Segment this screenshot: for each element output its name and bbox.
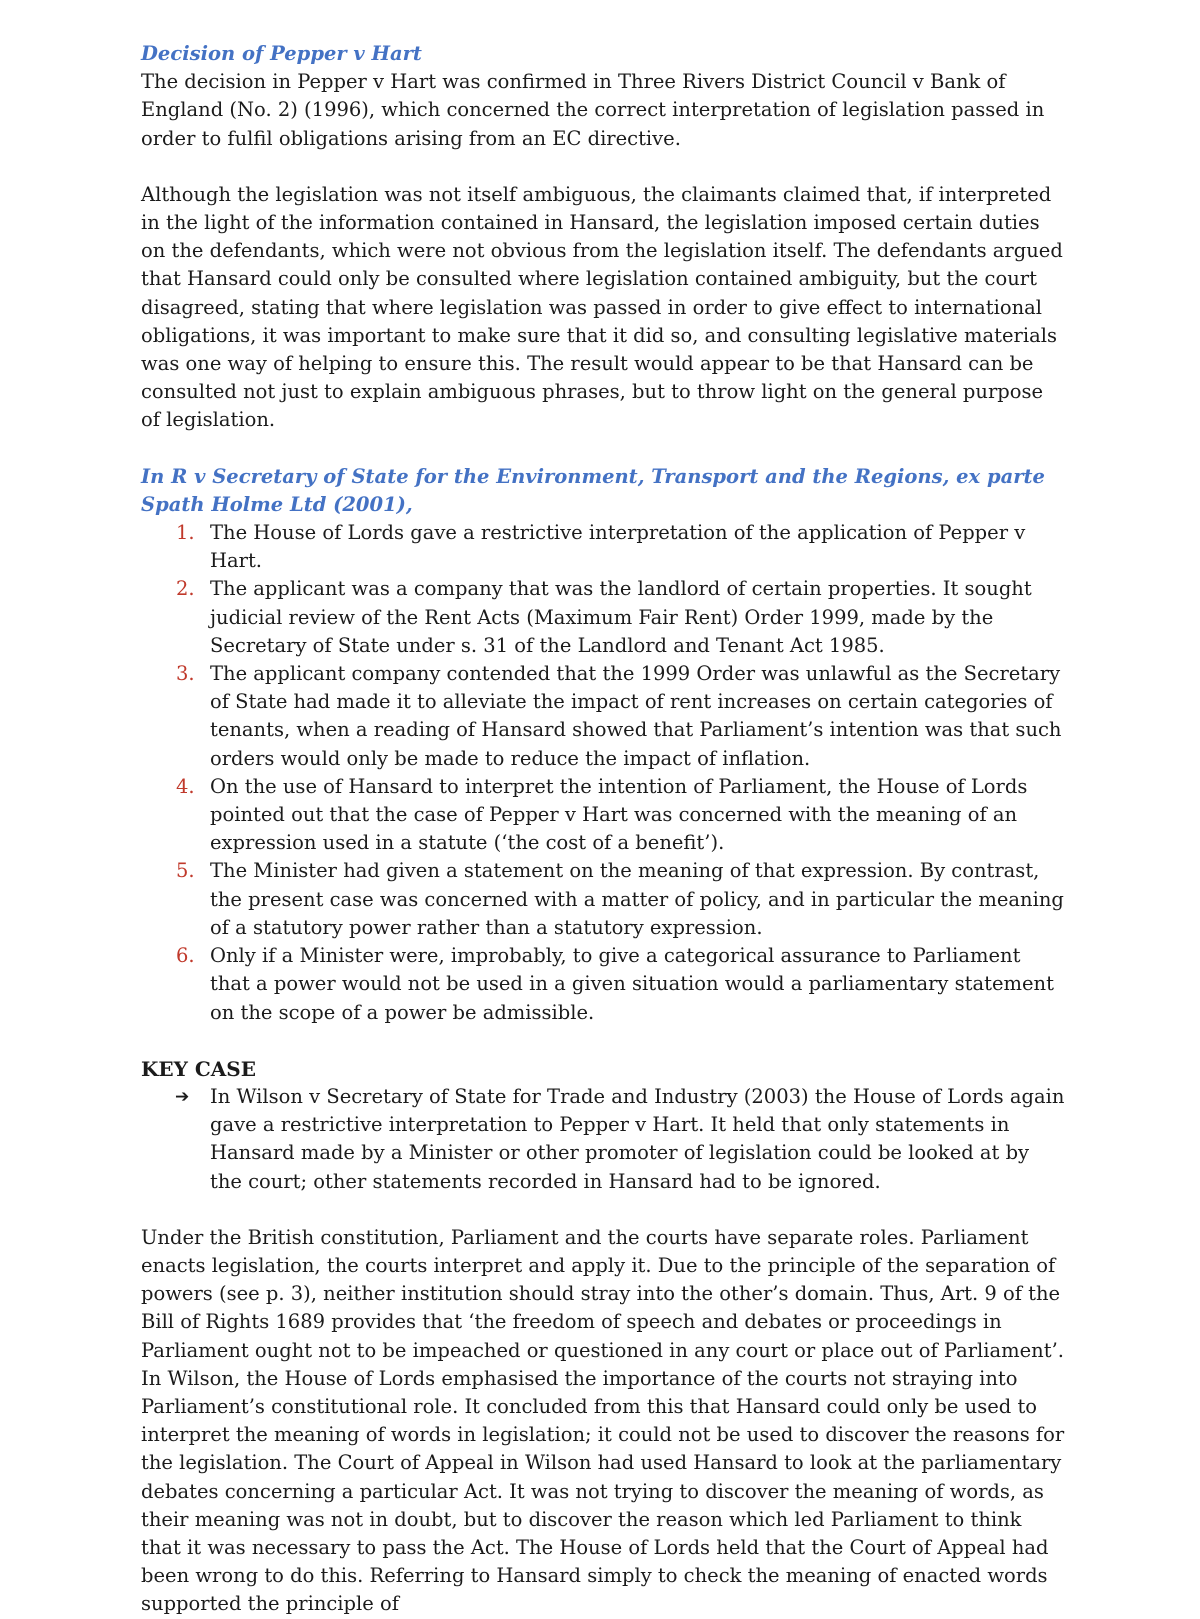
list-item	[141, 519, 1066, 575]
key-case-text: In Wilson v Secretary of State for Trade and Industry (2003) the House of Lords again gave a restrictive interpretation to Pepper v Hart. It held that only statements in Hansard made by a Minister or other promoter of legislation could be looked at by the court; other statements recorded in Hansard had to be ignored.	[210, 1084, 1065, 1193]
list-item	[141, 942, 1066, 1027]
paragraph-gap	[141, 435, 1066, 463]
list-number: 6.	[176, 944, 195, 968]
list-item-text: The Minister had given a statement on the meaning of that expression. By contrast, the present case was concerned with a matter of policy, and in particular the meaning of a statutory power rather than a statutory expression.	[210, 859, 1064, 939]
list-number: 5.	[176, 859, 195, 883]
list-number: 2.	[176, 577, 195, 601]
list-number: 3.	[176, 662, 195, 686]
list-item-text: On the use of Hansard to interpret the intention of Parliament, the House of Lords pointed out that the case of Pepper v Hart was concerned with the meaning of an expression used in a statute (‘the cost of a benefit’).	[210, 774, 1028, 855]
paragraph-gap	[141, 1196, 1066, 1224]
paragraph-three-rivers: The decision in Pepper v Hart was confirmed in Three Rivers District Council v Bank of England (No. 2) (1996), which concerned the correct interpretation of legislation passed in order to fulfil obligations arising from an EC directive.	[141, 70, 1045, 150]
list-item-text: The House of Lords gave a restrictive interpretation of the application of Pepper v Hart.	[210, 521, 1026, 573]
paragraph-gap	[141, 153, 1066, 181]
list-item	[141, 773, 1066, 858]
list-item-text: The applicant company contended that the 1999 Order was unlawful as the Secretary of State had made it to alleviate the impact of rent increases on certain categories of tenants, when a reading of Hansard showed that Parliament’s intention was that such orders would only be made to reduce the impact of inflation.	[210, 662, 1062, 770]
list-item	[141, 660, 1066, 773]
list-item-text: The applicant was a company that was the landlord of certain properties. It sought judicial review of the Rent Acts (Maximum Fair Rent) Order 1999, made by the Secretary of State under s. 31 of the Landlord and Tenant Act 1985.	[210, 577, 1032, 657]
list-item-text: Only if a Minister were, improbably, to give a categorical assurance to Parliament that a power would not be used in a given situation would a parliamentary statement on the scope of a power be admissible.	[210, 944, 1054, 1024]
section-heading-pepper-v-hart: Decision of Pepper v Hart	[141, 42, 422, 65]
paragraph-claimants-argument: Although the legislation was not itself ambiguous, the claimants claimed that, if interpreted in the light of the information contained in Hansard, the legislation imposed certain duties on the defendants, which were not obvious from the legislation itself. The defendants argued that Hansard could only be consulted where legislation contained ambiguity, but the court disagreed, stating that where legislation was passed in order to give effect to international obligations, it was important to make sure that it did so, and consulting legislative materials was one way of helping to ensure this. The result would appear to be that Hansard can be consulted not just to explain ambiguous phrases, but to throw light on the general purpose of legislation.	[141, 182, 1063, 432]
key-case-list	[141, 1083, 1066, 1196]
numbered-list	[141, 519, 1066, 1027]
document-page	[141, 40, 1066, 1619]
list-item	[141, 1083, 1066, 1196]
list-number: 1.	[176, 521, 195, 545]
list-item	[141, 575, 1066, 660]
arrow-right-icon: ➔	[175, 1086, 190, 1107]
section-heading-spath-holme: In R v Secretary of State for the Environment, Transport and the Regions, ex parte Spath Holme Ltd (2001),	[141, 464, 1045, 516]
list-item	[141, 857, 1066, 942]
list-number: 4.	[176, 774, 195, 798]
key-case-heading: KEY CASE	[141, 1056, 256, 1081]
paragraph-british-constitution: Under the British constitution, Parliament and the courts have separate roles. Parliament enacts legislation, the courts interpret and apply it. Due to the principle of the separation of powers (see p. 3), neither institution should stray into the other’s domain. Thus, Art. 9 of the Bill of Rights 1689 provides that ‘the freedom of speech and debates or proceedings in Parliament ought not to be impeached or questioned in any court or place out of Parliament’. In Wilson, the House of Lords emphasised the importance of the courts not straying into Parliament’s constitutional role. It concluded from this that Hansard could only be used to interpret the meaning of words in legislation; it could not be used to discover the reasons for the legislation. The Court of Appeal in Wilson had used Hansard to look at the parliamentary debates concerning a particular Act. It was not trying to discover the meaning of words, as their meaning was not in doubt, but to discover the reason which led Parliament to think that it was necessary to pass the Act. The House of Lords held that the Court of Appeal had been wrong to do this. Referring to Hansard simply to check the meaning of enacted words supported the principle of	[141, 1225, 1065, 1616]
